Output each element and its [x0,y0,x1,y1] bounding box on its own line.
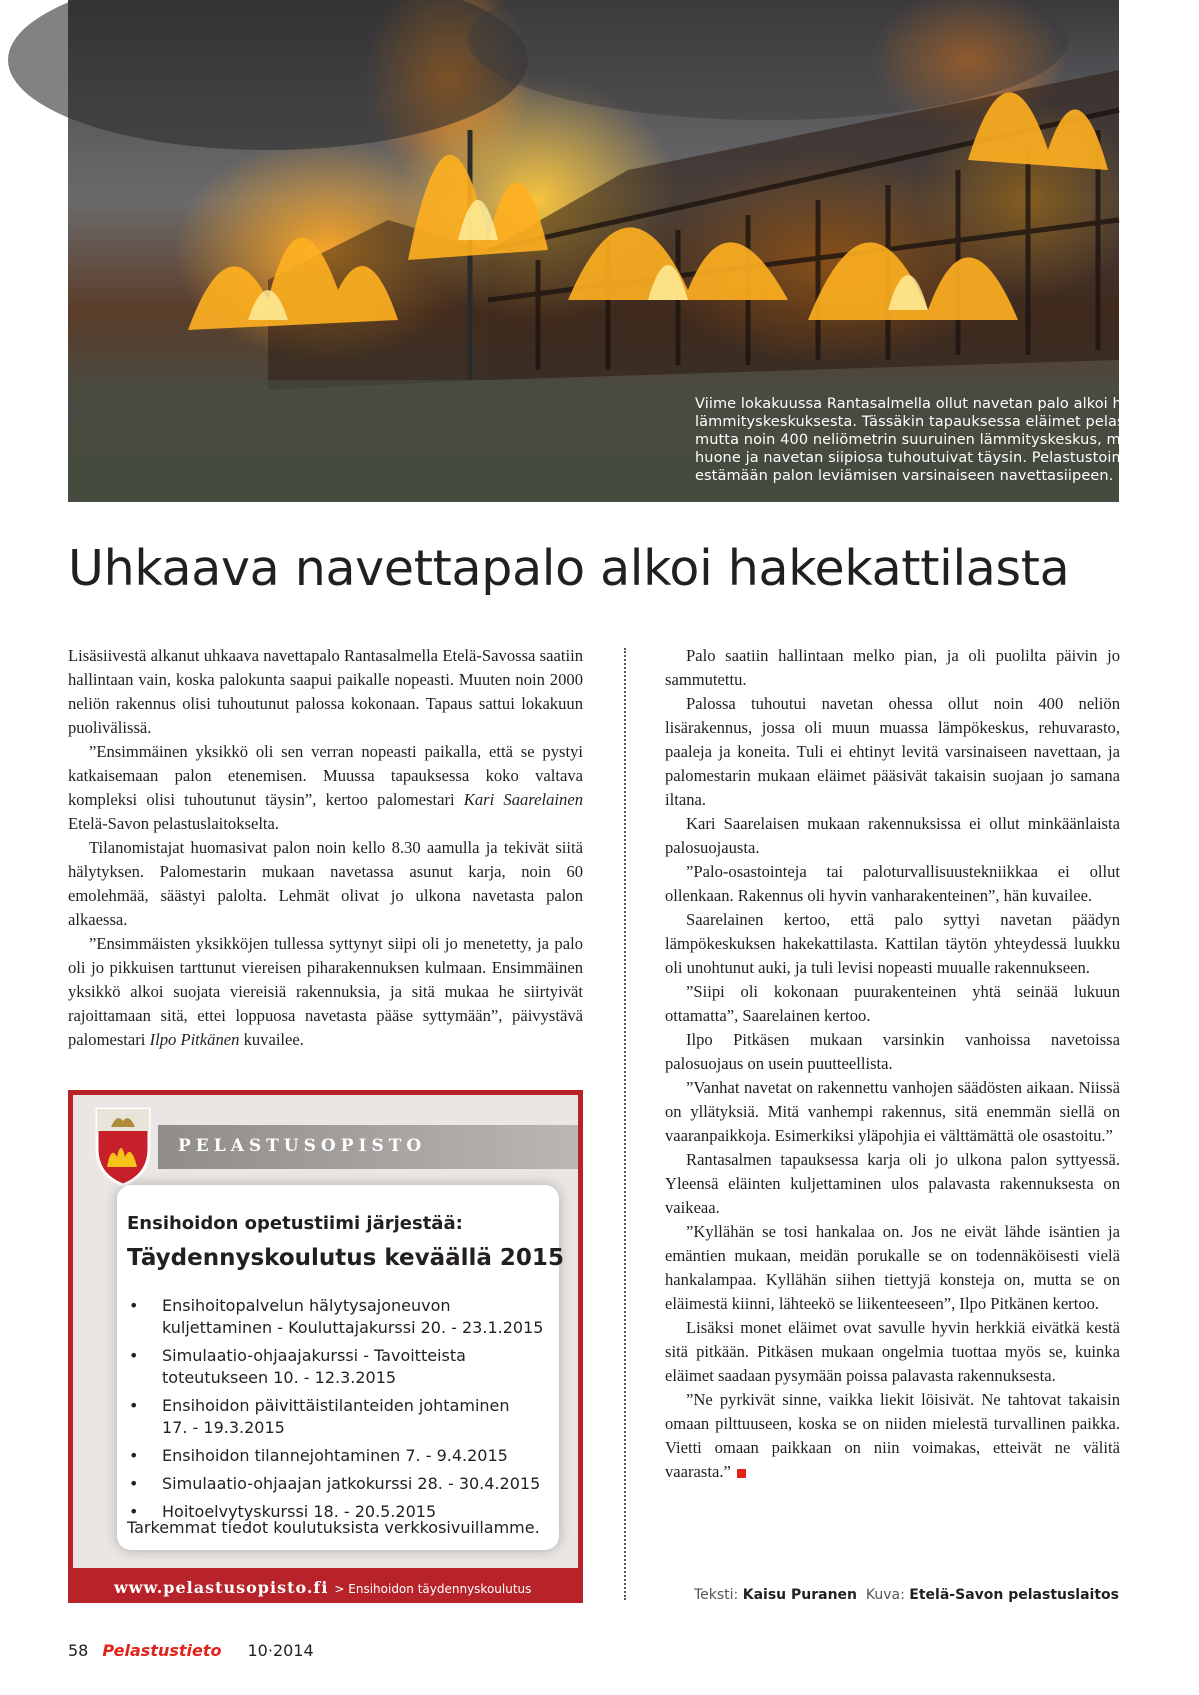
paragraph: ”Siipi oli kokonaan puurakenteinen yhtä seinää lukuun ottamatta”, Saarelainen kertoo. [665,982,1120,1025]
list-item: • Simulaatio-ohjaajan jatkokurssi 28. - 30.4.2015 [127,1473,543,1495]
article-title: Uhkaava navettapalo alkoi hakekattilasta [68,540,1070,597]
page-footer [68,1641,314,1660]
magazine-name: Pelastustieto [102,1641,222,1660]
list-item: • Ensihoidon tilannejohtaminen 7. - 9.4.2015 [127,1445,543,1467]
paragraph: Tilanomistajat huomasivat palon noin kello 8.30 aamulla ja tekivät siitä hälytyksen. Palomestarin mukaan navetassa asunut karja, noin 60 emolehmää, säästyi palolta. Lehmät olivat jo ulkona navetasta palon alkaessa. [68,838,583,929]
paragraph: Rantasalmen tapauksessa karja oli jo ulkona palon syttyessä. Yleensä eläinten kuljettaminen ulos palavasta rakennuksesta on vaikeaa. [665,1150,1120,1217]
photo-caption: Viime lokakuussa Rantasalmella ollut navetan palo alkoi hake- lämmityskeskuksesta. Tässäkin tapauksessa eläimet pelastuivat, mutta noin 400 neliömetrin suuruinen lämmityskeskus, maito- huone ja navetan siipiosa tuhoutuivat täysin. Pelastustoimi pystyi estämään palon leviämisen varsinaiseen navettasiipeen. [695,396,1179,484]
paragraph: ”Vanhat navetat on rakennettu vanhojen säädösten aikaan. Niissä on yllätyksiä. Mitä vanhempi rakennus, sitä enemmän siellä on vaaranpaikkoja. Esimerkiksi yläpohjia ei välttämättä ole osastoitu.” [665,1078,1120,1145]
ad-panel [73,1095,578,1568]
ad-url-link[interactable]: www.pelastusopisto.fi > Ensihoidon täydennyskoulutus [114,1578,532,1597]
column-divider [624,648,626,1600]
ad-pre-title: Ensihoidon opetustiimi järjestää: [127,1213,463,1234]
article-credits: Teksti: Kaisu Puranen Kuva: Etelä-Savon pelastuslaitos [693,1587,1119,1603]
paragraph: ”Ne pyrkivät sinne, vaikka liekit löisivät. Ne tahtovat takaisin omaan pilttuuseen, koska se on niiden mielestä turvallinen paikka. Vietti omaan paikkaan on niin voimakas, etteivät ne välitä vaarasta.” [665,1390,1120,1481]
list-item: • Hoitoelvytyskurssi 18. - 20.5.2015 [127,1501,543,1523]
pelastusopisto-ad[interactable] [68,1090,583,1603]
page-number: 58 [68,1641,89,1660]
fire-photo [68,0,1179,502]
paragraph: Ilpo Pitkäsen mukaan varsinkin vanhoissa navetoissa palosuojaus on usein puutteellista. [665,1030,1120,1073]
list-item: • Ensihoidon päivittäistilanteiden johtaminen 17. - 19.3.2015 [127,1395,543,1439]
ad-title: Täydennyskoulutus keväällä 2015 [127,1245,564,1271]
paragraph: ”Ensimmäinen yksikkö oli sen verran nopeasti paikalla, että se pystyi katkaisemaan palon etenemisen. Muussa tapauksessa koko valtava kompleksi olisi tuhoutunut täysin”, kertoo palomestari Kari Saarelainen Etelä-Savon pelastuslaitokselta. [68,742,584,833]
paragraph: ”Kyllähän se tosi hankalaa on. Jos ne eivät lähde isäntien ja emäntien mukaan, meidän porukalle se on todennäköisesti vielä hankalampaa. Kyllähän siihen tiettyjä konsteja on, mutta se on eläimestä kiinni, lähteekö se liikenteeseen”, Ilpo Pitkänen kertoo. [665,1222,1120,1313]
paragraph: ”Palo-osastointeja tai paloturvallisuustekniikkaa ei ollut ollenkaan. Rakennus oli hyvin vanharakenteinen”, hän kuvailee. [665,862,1120,905]
paragraph: Kari Saarelaisen mukaan rakennuksissa ei ollut minkäänlaista palosuojausta. [665,814,1120,857]
paragraph: Lisäksi monet eläimet ovat savulle hyvin herkkiä eivätkä kestä sitä pitkään. Pitkäsen mukaan ongelmia tuottaa myös se, kuinka eläimet saadaan pysymään poissa palavasta rakennuksesta. [665,1318,1120,1385]
article-left-column [68,644,583,1052]
ad-content-box [117,1185,564,1550]
issue-number: 10·2014 [247,1641,314,1660]
list-item: • Ensihoitopalvelun hälytysajoneuvon kuljettaminen - Kouluttajakurssi 20. - 23.1.2015 [127,1295,543,1339]
paragraph: Lisäsiivestä alkanut uhkaava navettapalo Rantasalmella Etelä-Savossa saatiin hallintaan vain, koska palokunta saapui paikalle nopeasti. Muuten noin 2000 neliön rakennus olisi tuhoutunut palossa kokonaan. Tapaus sattui lokakuun puolivälissä. [68,646,583,737]
paragraph: ”Ensimmäisten yksikköjen tullessa syttynyt siipi oli jo menetetty, ja palo oli jo pikkuisen tarttunut viereisen piharakennuksen kulmaan. Ensimmäinen yksikkö alkoi suojata viereisiä rakennuksia, ja sitä mukaa he siirtyivät rajoittamaan sitä, ettei loppuosa navetasta pääse syttymään”, päivystävä palomestari Ilpo Pitkänen kuvailee. [68,934,583,1049]
course-list [127,1295,543,1529]
paragraph: Saarelainen kertoo, että palo syttyi navetan päädyn lämpökeskuksen hakekattilasta. Kattilan täytön yhteydessä luukku oli unohtunut auki, ja tuli levisi nopeasti muualle rakennukseen. [665,910,1120,977]
ad-brand-name: PELASTUSOPISTO [178,1136,427,1156]
paragraph: Palossa tuhoutui navetan ohessa ollut noin 400 neliön lisärakennus, jossa oli muun muassa lämpökeskus, rehuvarasto, paaleja ja koneita. Tuli ei ehtinyt levitä varsinaiseen navettaan, ja palomestarin mukaan eläimet pääsivät takaisin suojaan jo samana iltana. [665,694,1120,809]
paragraph: Palo saatiin hallintaan melko pian, ja oli puolilta päivin jo sammutettu. [665,646,1120,689]
ad-footer-text: Tarkemmat tiedot koulutuksista verkkosivuillamme. [127,1518,540,1537]
article-right-column [665,644,1120,1484]
ad-brand-banner [158,1125,578,1169]
end-mark-icon [737,1469,746,1478]
crest-icon [93,1105,153,1187]
list-item: • Simulaatio-ohjaajakurssi - Tavoitteista toteutukseen 10. - 12.3.2015 [127,1345,543,1389]
